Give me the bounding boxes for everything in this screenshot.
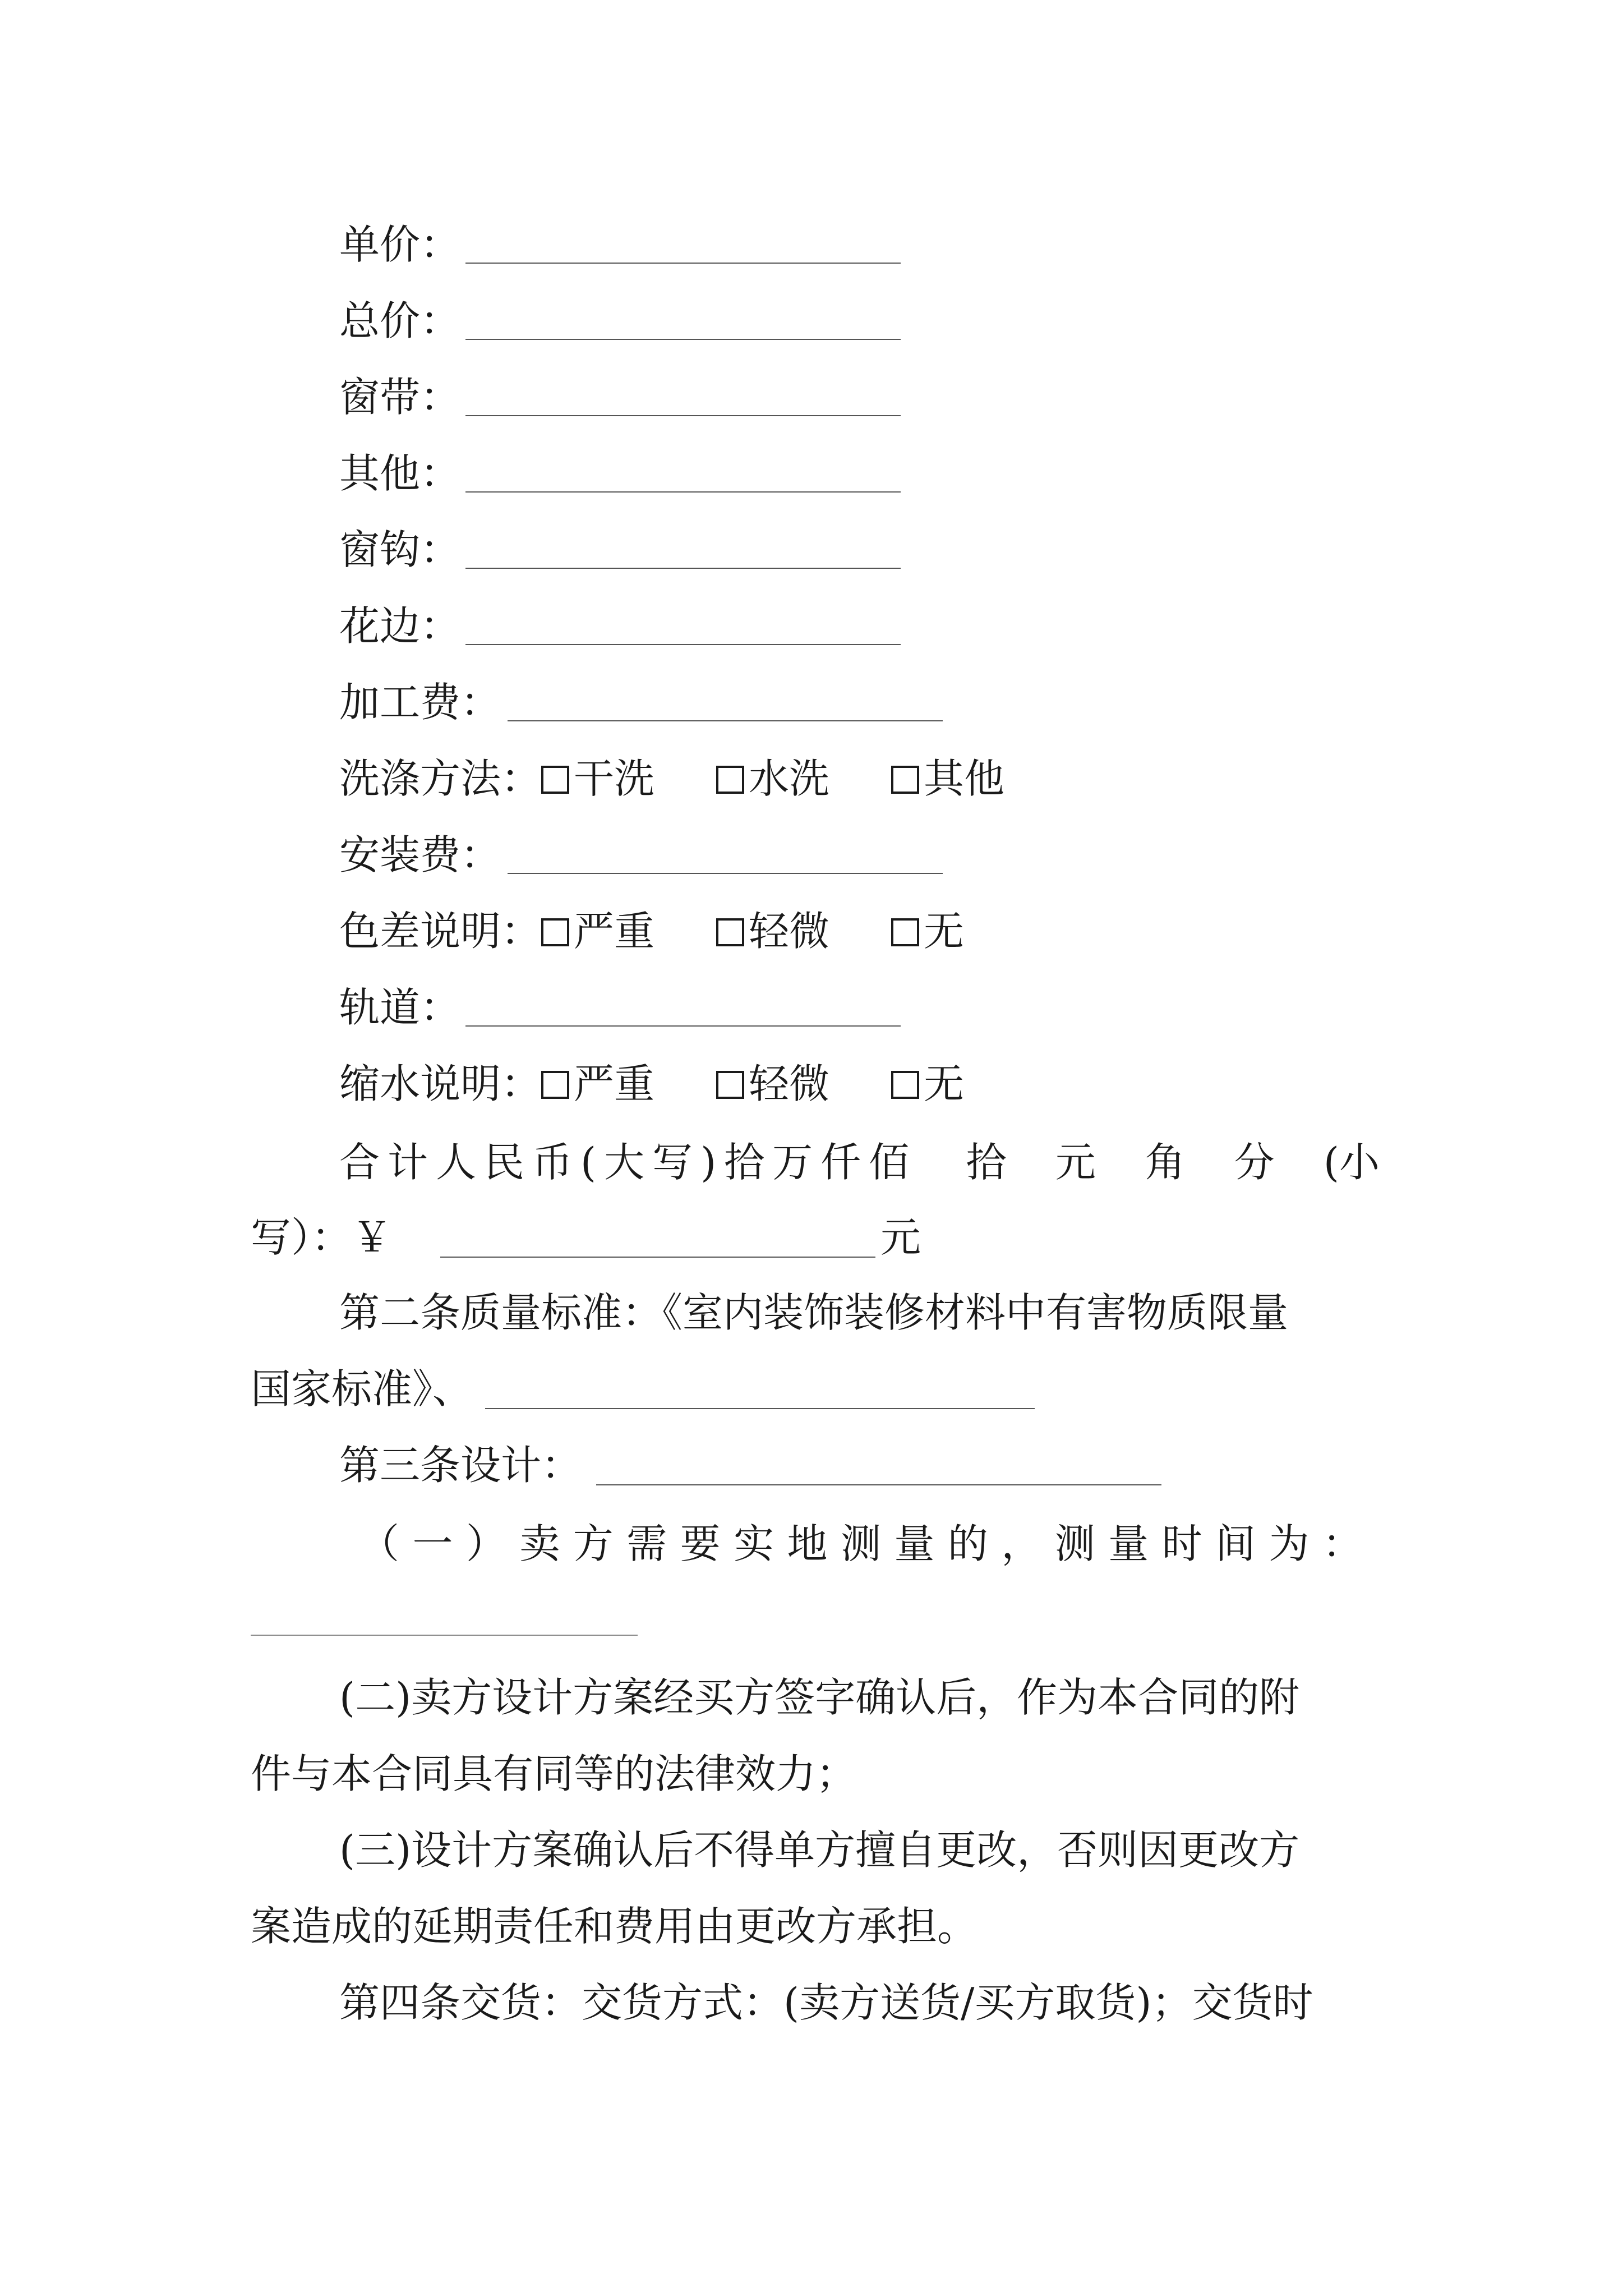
track-blank[interactable] [465,1025,901,1027]
total-fen: 分 [1234,1139,1275,1186]
article3-heading: 第三条设计： [339,1442,582,1489]
shrinkage-option-slight[interactable]: 轻微 [716,1064,829,1104]
article3-item1: （ 一 ） 卖 方 需 要 实 地 测 量 的 ， 测 量 时 间 为 ： [359,1520,1363,1567]
washing-method-label: 洗涤方法： [339,755,542,802]
washing-option-other[interactable]: 其他 [891,758,1004,799]
checkbox-icon[interactable] [891,1071,919,1099]
article2-line1: 第二条质量标准：《室内装饰装修材料中有害物质限量 [339,1289,1289,1336]
checkbox-icon[interactable] [891,918,919,946]
article3-item3-line1: (三)设计方案确认后不得单方擅自更改，否则因更改方 [339,1826,1300,1874]
total-amount-text: 合计人民币(大写)拾万仟佰 [339,1139,917,1186]
track-label: 轨道： [339,984,461,1031]
color-option-severe[interactable]: 严重 [541,911,654,951]
article3-item2-line2: 件与本合同具有同等的法律效力； [251,1750,857,1797]
color-option-slight[interactable]: 轻微 [716,911,829,951]
article2-blank[interactable] [485,1408,1035,1409]
total-shi: 拾 [966,1139,1007,1186]
washing-method-row [339,755,1066,802]
total-yuan-suffix: 元 [880,1214,921,1261]
washing-option-water[interactable]: 水洗 [716,758,829,799]
checkbox-icon[interactable] [716,918,744,946]
other-blank[interactable] [465,491,901,493]
checkbox-icon[interactable] [891,766,919,794]
curtain-hook-label: 窗钩： [339,526,461,573]
total-yuan: 元 [1055,1139,1096,1186]
installation-fee-label: 安装费： [339,831,501,878]
color-difference-label: 色差说明： [339,908,542,955]
article4-line1: 第四条交货：交货方式：(卖方送货/买方取货)；交货时 [339,1979,1313,2026]
installation-fee-blank[interactable] [508,873,943,874]
total-price-label: 总价： [339,297,461,344]
checkbox-icon[interactable] [716,766,744,794]
article3-item3-line2: 案造成的延期责任和费用由更改方承担。 [251,1903,978,1950]
processing-fee-blank[interactable] [508,720,943,721]
shrinkage-label: 缩水说明： [339,1060,542,1107]
total-lowercase-blank[interactable] [440,1257,875,1258]
article3-design-blank[interactable] [596,1484,1161,1485]
article2-line2: 国家标准》、 [251,1365,473,1412]
checkbox-icon[interactable] [541,766,569,794]
shrinkage-option-severe[interactable]: 严重 [541,1064,654,1104]
unit-price-blank[interactable] [465,263,901,264]
unit-price-label: 单价： [339,221,461,268]
processing-fee-label: 加工费： [339,679,501,726]
checkbox-icon[interactable] [716,1071,744,1099]
curtain-strap-blank[interactable] [465,415,901,416]
lace-trim-label: 花边： [339,602,461,650]
shrinkage-option-none[interactable]: 无 [891,1064,964,1104]
color-option-none[interactable]: 无 [891,911,964,951]
total-amount-line [339,1139,1380,1186]
total-lowercase-prefix: 写）：￥ [251,1214,393,1261]
shrinkage-row [339,1060,1026,1107]
total-price-blank[interactable] [465,339,901,340]
other-label: 其他： [339,450,461,497]
checkbox-icon[interactable] [541,1071,569,1099]
total-jiao: 角 [1145,1139,1186,1186]
curtain-strap-label: 窗带： [339,374,461,421]
lace-trim-blank[interactable] [465,644,901,645]
article3-item2-line1: (二)卖方设计方案经买方签字确认后，作为本合同的附 [339,1674,1300,1721]
total-small-open: (小 [1323,1139,1380,1186]
washing-option-dry[interactable]: 干洗 [541,758,654,799]
color-difference-row [339,908,1026,955]
measurement-time-blank[interactable] [251,1635,638,1636]
curtain-hook-blank[interactable] [465,568,901,569]
checkbox-icon[interactable] [541,918,569,946]
